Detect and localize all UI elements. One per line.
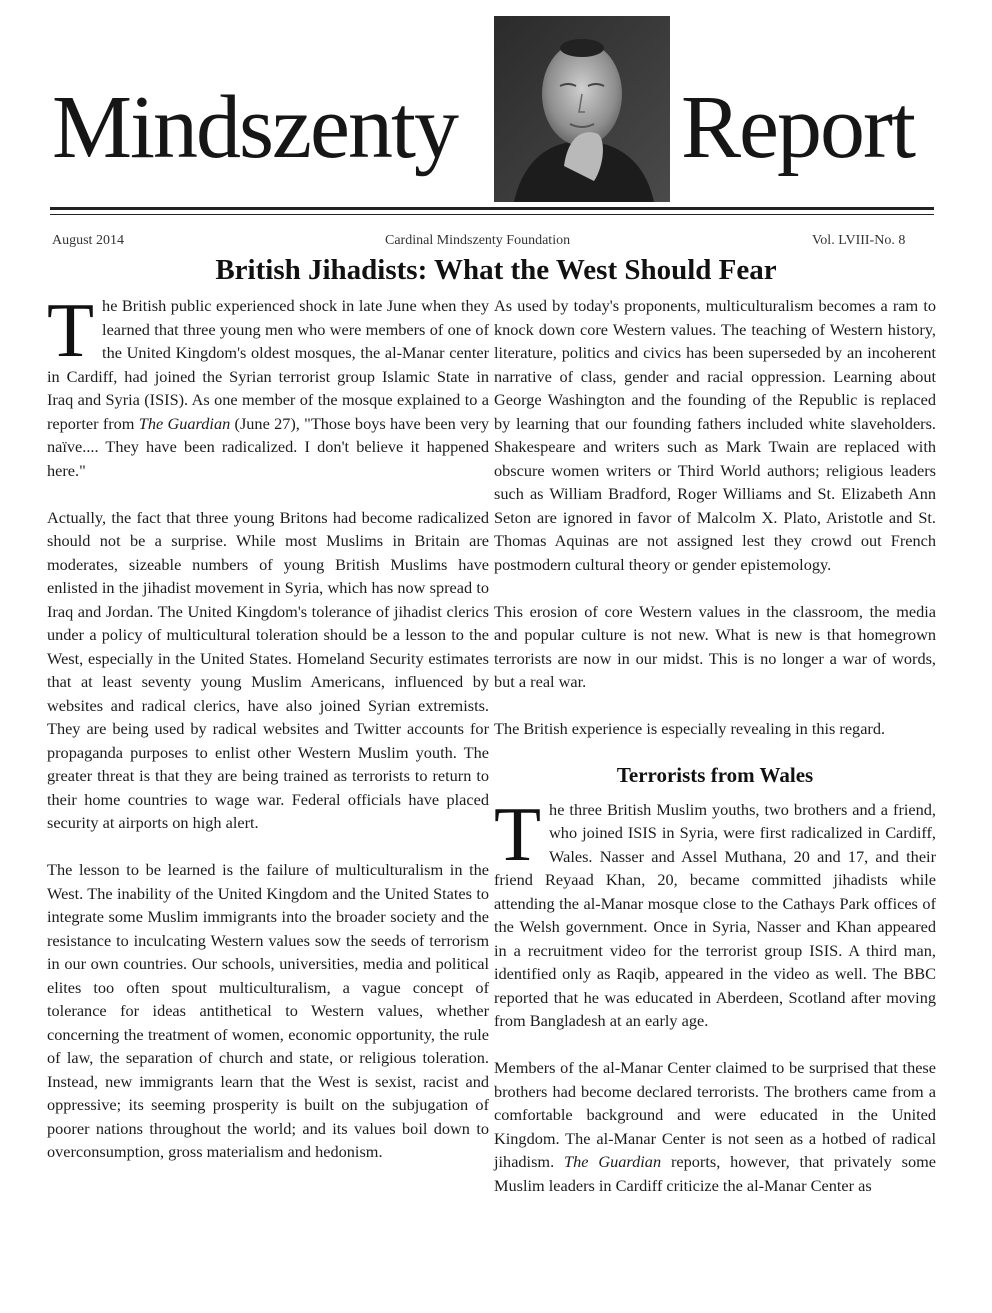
- paragraph-text: he British public experienced shock in late June when they learned that three young men who were members of one of the United Kingdom's oldest mosques, the al-Manar center in Cardiff, had joined the Syrian terrorist group Islamic State in Iraq and Syria (ISIS). As one member of the mosque explained to a reporter from: [47, 296, 489, 433]
- publisher-name: Cardinal Mindszenty Foundation: [385, 233, 571, 248]
- section-subheading: Terrorists from Wales: [616, 763, 814, 787]
- paragraph-text: (June 27), "Those boys have been very naïve.... They have been radicalized. I don't believe it happened here.": [47, 413, 489, 480]
- article-paragraph-6: The British experience is especially revealing in this regard.: [494, 719, 886, 738]
- source-citation: The Guardian: [564, 1152, 662, 1171]
- paragraph-text: Members of the al-Manar Center claimed to be surprised that these brothers had become declared terrorists. The brothers came from a comfortable background and were educated in the United Kingdom. The al-Manar Center is not seen as a hotbed of radical jihadism.: [494, 1058, 936, 1171]
- cardinal-portrait-photo: [494, 16, 670, 202]
- article-paragraph-3: The lesson to be learned is the failure of multiculturalism in the West. The inability of the United Kingdom and the United States to integrate some Muslim immigrants into the broader society and the resistance to inculcating Western values sow the seeds of terrorism in our own countries. Our schools, universities, media and political elites too often spout multiculturalism, a vague concept of tolerance for ideas antithetical to Western values, whether concerning the treatment of women, economic opportunity, the rule of law, the separation of church and state, or religious toleration. Instead, new immigrants learn that the West is sexist, racist and oppressive; its seeming prosperity is built on the subjugation of poorer nations throughout the world; and its values boil down to overconsumption, gross materialism and hedonism.: [47, 860, 489, 1161]
- article-paragraph-8: [494, 1056, 936, 1197]
- masthead-rule-thin: [50, 214, 934, 215]
- article-column-left: [47, 287, 489, 1187]
- article-headline: British Jihadists: What the West Should Fear: [215, 254, 777, 286]
- masthead-right-word: Report: [681, 78, 914, 177]
- article-paragraph-1: [47, 287, 489, 482]
- article-paragraph-7: [494, 790, 936, 1033]
- masthead-left-word: Mindszenty: [52, 78, 457, 177]
- article-paragraph-2: Actually, the fact that three young Britons had become radicalized should not be a surprise. While most Muslims in Britain are moderates, sizeable numbers of young British Muslims have enlisted in the jihadist movement in Syria, which has now spread to Iraq and Jordan. The United Kingdom's tolerance of jihadist clerics under a policy of multicultural toleration should be a lesson to the West, especially in the United States. Homeland Security estimates that at least seventy young Muslim Americans, influenced by websites and radical clerics, have also joined Syrian extremists. They are being used by radical websites and Twitter accounts for propaganda purposes to enlist other Western Muslim youth. The greater threat is that they are being trained as terrorists to return to their home countries to wage war. Federal officials have placed security at airports on high alert.: [47, 507, 489, 832]
- volume-number: Vol. LVIII-No. 8: [812, 233, 906, 248]
- paragraph-text: he three British Muslim youths, two brothers and a friend, who joined ISIS in Syria, were first radicalized in Cardiff, Wales. Nasser and Assel Muthana, 20 and 17, and their friend Reyaad Khan, 20, became committed jihadists while attending the al-Manar mosque close to the Cathays Park offices of the Welsh government. Once in Syria, Nasser and Khan appeared in a recruitment video for the terrorist group ISIS. A third man, identified only as Raqib, appeared in the video as well. The BBC reported that he was educated in Aberdeen, Scotland after moving from Bangladesh at an early age.: [494, 799, 936, 1030]
- article-paragraph-5: This erosion of core Western values in the classroom, the media and popular culture is not new. What is new is that homegrown terrorists are now in our midst. This is no longer a war of words, but a real war.: [494, 601, 936, 691]
- paragraph-text: reports, however, that privately some Muslim leaders in Cardiff criticize the al-Manar Center as: [494, 1152, 936, 1195]
- drop-cap: T: [494, 790, 542, 877]
- drop-cap: T: [47, 287, 95, 373]
- article-column-right: [494, 294, 936, 1221]
- source-citation: The Guardian: [138, 413, 231, 433]
- issue-date: August 2014: [52, 233, 124, 248]
- article-paragraph-4: As used by today's proponents, multiculturalism becomes a ram to knock down core Western values. The teaching of Western history, literature, politics and civics has been superseded by an incoherent narrative of class, gender and racial oppression. Learning about George Washington and the founding of the Republic is replaced by learning that our founding fathers included white slaveholders. Shakespeare and writers such as Mark Twain are replaced with obscure women writers or Third World authors; religious leaders such as William Bradford, Roger Williams and St. Elizabeth Ann Seton are ignored in favor of Malcolm X. Plato, Aristotle and St. Thomas Aquinas are not assigned lest they crowd out French postmodern cultural theory or gender epistemology.: [494, 296, 936, 574]
- masthead-rule-thick: [50, 207, 934, 210]
